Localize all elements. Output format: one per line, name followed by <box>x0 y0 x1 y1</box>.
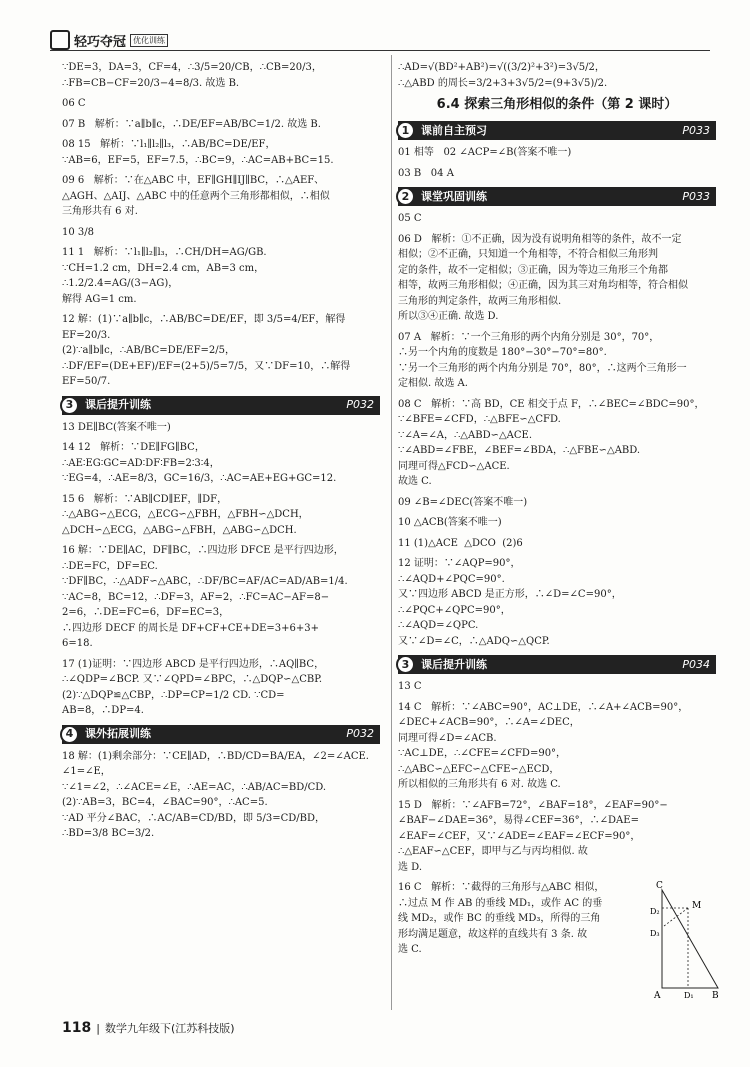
answer-line: 09 6 解析：∵在△ABC 中，EF∥GH∥IJ∥BC，∴△AEF、 <box>62 175 325 186</box>
answer-line: ∵EG=4，∴AE=8/3，GC=16/3，∴AC=AE+EG+GC=12. <box>62 473 337 484</box>
brand-name: 轻巧夺冠 <box>74 34 127 50</box>
answer-line: 三角形共有 6 对. <box>62 206 138 217</box>
section-page-ref: P032 <box>346 727 374 741</box>
answer-line: 08 C 解析：∵高 BD，CE 相交于点 F，∴∠BEC=∠BDC=90°， <box>398 398 705 410</box>
section-bar <box>398 655 716 674</box>
answer-line: ∴△EAF∽△CEF，即甲与乙与丙均相似. 故 <box>398 846 588 858</box>
line-md3 <box>664 908 688 926</box>
answer-line: 解得 AG=1 cm. <box>62 293 137 305</box>
answer-line: 12 证明：∵∠AQP=90°， <box>398 558 521 570</box>
right-column <box>398 60 716 958</box>
answer-line: 11 (1)△ACE △DCO (2)6 <box>398 537 523 549</box>
answer-line: 07 B 解析：∵a∥b∥c，∴DE/EF=AB/BC=1/2. 故选 B. <box>62 118 321 130</box>
answer-line: 13 DE∥BC(答案不唯一) <box>62 421 171 433</box>
brand-logo-icon <box>50 30 70 50</box>
answer-line: 06 C <box>62 98 86 109</box>
section-number: 2 <box>396 187 415 206</box>
answer-line: 2=6，∴DE=FC=6，DF=EC=3， <box>62 607 230 618</box>
answer-line: 12 解：(1)∵a∥b∥c，∴AB/BC=DE/EF，即 3/5=4/EF，解得 EF=20/3. <box>62 314 349 341</box>
section-bar <box>398 121 716 140</box>
section-number: 1 <box>396 121 415 140</box>
answer-line: 14 12 解析：∵DE∥FG∥BC， <box>62 442 205 453</box>
section-label: 课堂巩固训练 <box>421 190 487 204</box>
answer-line: ∴AD=√(BD²+AB²)=√((3/2)²+3²)=3√5/2， <box>398 62 605 73</box>
label-m: M <box>692 901 702 911</box>
answer-line: 07 A 解析：∵一个三角形的两个内角分别是 30°，70°， <box>398 331 660 343</box>
section-bar <box>62 725 380 744</box>
section-page-ref: P032 <box>346 398 374 412</box>
label-d3: D₃ <box>650 929 660 938</box>
answer-line: ∴另一个内角的度数是 180°−30°−70°=80°. <box>398 347 607 359</box>
answer-line: 选 D. <box>398 861 423 873</box>
answer-line: 形均满足题意，故这样的直线共有 3 条. 故 <box>398 928 588 940</box>
answer-line: 11 1 解析：∵l₁∥l₂∥l₃，∴CH/DH=AG/GB. <box>62 247 267 258</box>
label-b: B <box>712 991 719 1000</box>
answer-line: 又∵四边形 ABCD 是正方形，∴∠D=∠C=90°， <box>398 589 622 601</box>
book-title: 数学九年级下(江苏科技版) <box>104 1022 235 1035</box>
answer-line: ∵DE=3，DA=3，CF=4，∴3/5=20/CB，∴CB=20/3， <box>62 62 322 73</box>
answer-line: 6=18. <box>62 638 93 649</box>
answer-line: △DCH∽△ECG，△ABG∽△FBH，△ABG∽△DCH. <box>62 524 297 536</box>
answer-line: 选 C. <box>398 944 422 956</box>
answer-line: 10 3/8 <box>62 226 94 238</box>
answer-line: ∴∠QDP=∠BCP. 又∵∠QPD=∠BPC，∴△DQP∽△CBP. <box>62 674 323 685</box>
answer-line: 同理可得∠D=∠ACB. <box>398 732 497 744</box>
section-number: 3 <box>60 396 79 415</box>
answer-line: (2)∵△DQP≌△CBP，∴DP=CP=1/2 CD. ∵CD= <box>62 689 285 701</box>
answer-line: 15 D 解析：∵∠AFB=72°，∠BAF=18°，∠EAF=90°− <box>398 799 668 811</box>
header-rule <box>50 50 710 51</box>
answer-line: 所以相似的三角形共有 6 对. 故选 C. <box>398 779 561 791</box>
triangle-abc <box>662 890 718 988</box>
column-divider <box>391 55 392 1010</box>
answer-line: ∴AE∶EG∶GC=AD∶DF∶FB=2∶3∶4， <box>62 457 220 469</box>
answer-line: 10 △ACB(答案不唯一) <box>398 517 502 529</box>
answer-line: ∵AC⊥DE，∴∠CFE=∠CFD=90°， <box>398 748 567 760</box>
answer-line: 18 解：(1)剩余部分：∵CE∥AD，∴BD/CD=BA/EA，∠2=∠ACE. <box>62 750 369 762</box>
answer-line: ∵另一个三角形的两个内角分别是 70°，80°，∴这两个三角形一 <box>398 362 687 374</box>
answer-line: 所以③④正确. 故选 D. <box>398 311 499 323</box>
answer-line: ∵∠A=∠A，∴△ABD∽△ACE. <box>398 429 533 441</box>
answer-line: 03 B 04 A <box>398 167 454 179</box>
answer-line: (2)∵AB=3，BC=4，∠BAC=90°，∴AC=5. <box>62 797 268 808</box>
section-label: 课后提升训练 <box>421 658 487 672</box>
answer-line: ∴DF/EF=(DE+EF)/EF=(2+5)/5=7/5，又∵DF=10，∴解得 EF=50/7. <box>62 360 354 387</box>
label-d1: D₁ <box>684 991 694 1000</box>
answer-line: ∠1=∠E， <box>62 766 111 777</box>
answer-line: 16 C 解析：∵截得的三角形与△ABC 相似， <box>398 882 605 894</box>
answer-line: ∵∠1=∠2，∴∠ACE=∠E，∴AE=AC，∴AB/AC=BD/CD. <box>62 781 327 793</box>
answer-line: ∵∠ABD=∠FBE，∠BEF=∠BDA，∴△FBE∽△ABD. <box>398 445 641 457</box>
answer-line: 05 C <box>398 213 422 225</box>
answer-line: 01 相等 02 ∠ACP=∠B(答案不唯一) <box>398 147 572 159</box>
answer-line: ∠DEC+∠ACB=90°，∴∠A=∠DEC， <box>398 717 580 729</box>
header-brand <box>50 30 168 50</box>
answer-line: ∵AD 平分∠BAC，∴AC/AB=CD/BD，即 5/3=CD/BD， <box>62 812 326 824</box>
answer-line: ∠EAF=∠CEF，又∵∠ADE=∠EAF=∠ECF=90°， <box>398 830 641 842</box>
answer-line: ∴∠AQD=∠QPC. <box>398 620 479 632</box>
answer-line: ∵CH=1.2 cm，DH=2.4 cm，AB=3 cm，∴1.2/2.4=AG/(3−AG)， <box>62 262 265 289</box>
answer-line: ∴FB=CB−CF=20/3−4=8/3. 故选 B. <box>62 77 240 89</box>
answer-line: 相等，故两三角形相似；④正确，因为其三对角均相等，符合相似 <box>398 280 688 292</box>
answer-line: ∵DF∥BC，∴△ADF∽△ABC，∴DF/BC=AF/AC=AD/AB=1/4. <box>62 576 348 587</box>
answer-line: ∴△ABC∽△EFC∽△CFE∽△ECD， <box>398 763 560 775</box>
answer-line: ∴∠PQC+∠QPC=90°， <box>398 604 511 616</box>
section-label: 课后提升训练 <box>85 398 151 412</box>
answer-line: △AGH、△AIJ、△ABC 中的任意两个三角形都相似，∴相似 <box>62 190 330 202</box>
answer-line: 线 MD₂，或作 BC 的垂线 MD₃，所得的三角 <box>398 913 601 925</box>
answer-line: ∴△ABD 的周长=3/2+3+3√5/2=(9+3√5)/2. <box>398 77 608 89</box>
page-footer <box>62 1020 235 1036</box>
section-label: 课前自主预习 <box>421 124 487 138</box>
answer-line: ∴BD=3/8 BC=3/2. <box>62 828 155 839</box>
answer-line: 17 (1)证明：∵四边形 ABCD 是平行四边形，∴AQ∥BC， <box>62 658 325 670</box>
label-c: C <box>656 881 663 891</box>
answer-line: 三角形的判定条件，故两三角形相似. <box>398 295 562 307</box>
label-a: A <box>654 991 661 1000</box>
label-d2: D₂ <box>650 907 660 916</box>
answer-line: 故选 C. <box>398 476 432 488</box>
answer-line: 09 ∠B=∠DEC(答案不唯一) <box>398 496 528 508</box>
answer-line: ∴∠AQD+∠PQC=90°. <box>398 573 505 585</box>
answer-line: (2)∵a∥b∥c，∴AB/BC=DE/EF=2/5， <box>62 345 235 356</box>
section-page-ref: P033 <box>682 124 710 138</box>
answer-line: ∴过点 M 作 AB 的垂线 MD₁，或作 AC 的垂 <box>398 897 603 909</box>
page-number: 118 <box>62 1020 92 1036</box>
answer-line: 又∵∠D=∠C，∴△ADQ∽△QCP. <box>398 635 550 647</box>
answer-line: ∴DE=FC，DF=EC. <box>62 560 158 572</box>
section-title: 6.4 探索三角形相似的条件（第 2 课时） <box>436 97 678 112</box>
answer-line: ∴△ABG∽△ECG，△ECG∽△FBH，△FBH∽△DCH， <box>62 509 309 520</box>
answer-line: ∵AB=6，EF=5，EF=7.5，∴BC=9，∴AC=AB+BC=15. <box>62 154 334 166</box>
answer-line: 13 C <box>398 681 422 693</box>
section-page-ref: P034 <box>682 658 710 672</box>
answer-line: ∵∠BFE=∠CFD，∴△BFE∽△CFD. <box>398 414 561 426</box>
section-number: 3 <box>396 655 415 674</box>
answer-line: 14 C 解析：∵∠ABC=90°，AC⊥DE，∴∠A+∠ACB=90°， <box>398 701 689 713</box>
section-bar <box>398 187 716 206</box>
answer-line: 16 解：∵DE∥AC，DF∥BC，∴四边形 DFCE 是平行四边形， <box>62 545 344 556</box>
section-page-ref: P033 <box>682 190 710 204</box>
answer-line: 定的条件，故不一定相似；③正确，因为等边三角形三个角都 <box>398 264 668 276</box>
section-label: 课外拓展训练 <box>85 727 151 741</box>
answer-line: 相似；②不正确，只知道一个角相等，不符合相似三角形判 <box>398 249 658 261</box>
answer-line: AB=8，∴DP=4. <box>62 705 144 716</box>
answer-line: 定相似. 故选 A. <box>398 378 468 390</box>
answer-line: 06 D 解析：①不正确，因为没有说明角相等的条件，故不一定 <box>398 233 682 245</box>
answer-line: ∠BAF−∠DAE=36°，易得∠CEF=36°，∴∠DAE= <box>398 815 639 827</box>
footer-separator: | <box>96 1021 100 1035</box>
answer-line: ∵AC=8，BC=12，∴DF=3，AF=2，∴FC=AC−AF=8− <box>62 591 330 603</box>
series-tag: 优化训练 <box>130 34 168 47</box>
answer-line: 15 6 解析：∵AB∥CD∥EF，∥DF， <box>62 493 228 505</box>
section-bar <box>62 396 380 415</box>
answer-line: 08 15 解析：∵l₁∥l₂∥l₃，∴AB/BC=DE/EF， <box>62 139 276 150</box>
answer-line: 同理可得△FCD∽△ACE. <box>398 460 510 472</box>
section-number: 4 <box>60 725 79 744</box>
answer-line: ∴四边形 DECF 的周长是 DF+CF+CE+DE=3+6+3+ <box>62 622 319 634</box>
left-column <box>62 60 380 842</box>
triangle-figure <box>650 880 722 1000</box>
